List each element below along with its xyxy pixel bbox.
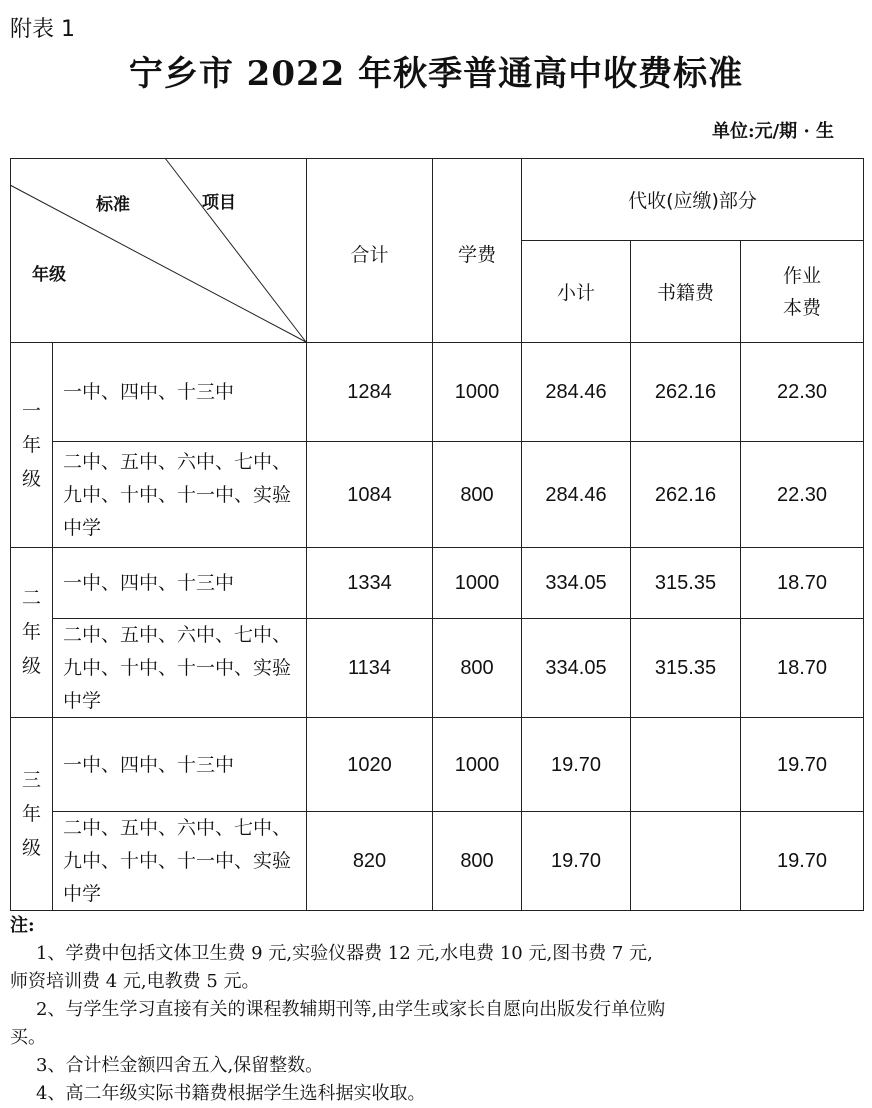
school-list-line: 一中、四中、十三中 <box>63 381 235 403</box>
grade-label-char: 二 <box>21 587 41 609</box>
cell-workbook: 19.70 <box>776 850 828 872</box>
diagonal-header <box>10 158 307 343</box>
cell-total: 1020 <box>347 753 392 776</box>
notes-label: 注: <box>10 915 35 936</box>
cell-tuition: 800 <box>460 657 494 679</box>
cell-workbook: 18.70 <box>776 572 828 594</box>
header-subtotal: 小计 <box>556 282 595 304</box>
school-list-line: 二中、五中、六中、七中、 <box>63 817 292 839</box>
cell-total: 820 <box>352 850 387 872</box>
cell-books: 262.16 <box>654 483 717 506</box>
header-workbook-line2: 本费 <box>782 296 821 319</box>
grade-label-char: 级 <box>21 836 41 859</box>
grade-label-char: 级 <box>21 655 41 677</box>
school-list-line: 中学 <box>63 883 102 905</box>
header-workbook-line1: 作业 <box>782 264 821 287</box>
header-book-fee: 书籍费 <box>656 282 714 304</box>
cell-books <box>631 812 740 911</box>
header-total: 合计 <box>350 243 389 266</box>
cell-total: 1134 <box>347 657 391 679</box>
note-item-1: 1、学费中包括文体卫生费 9 元,实验仪器费 12 元,水电费 10 元,图书费 7 元, <box>36 943 653 964</box>
cell-tuition: 1000 <box>454 572 500 594</box>
page-title: 宁乡市 2022 年秋季普通高中收费标准 <box>128 54 744 94</box>
cell-subtotal: 19.70 <box>550 850 602 872</box>
notes-section <box>10 912 862 1108</box>
school-list-line: 一中、四中、十三中 <box>63 572 235 594</box>
header-collected: 代收(应缴)部分 <box>628 189 757 212</box>
cell-total: 1284 <box>347 381 392 403</box>
note-item-2-continuation: 买。 <box>10 1027 46 1048</box>
school-list-line: 中学 <box>63 690 102 712</box>
school-list-lines <box>63 812 291 911</box>
note-item-1-continuation: 师资培训费 4 元,电教费 5 元。 <box>10 971 260 992</box>
cell-workbook: 22.30 <box>776 483 828 506</box>
cell-tuition: 800 <box>460 483 494 506</box>
note-item-4: 4、高二年级实际书籍费根据学生选科据实收取。 <box>36 1083 426 1104</box>
header-tuition: 学费 <box>457 243 496 266</box>
appendix-label: 附表 1 <box>10 17 75 42</box>
cell-books <box>631 718 740 812</box>
school-list-line: 九中、十中、十一中、实验 <box>63 483 292 506</box>
grade-label-char: 年 <box>21 621 41 643</box>
diag-grade-label: 年级 <box>32 265 66 285</box>
grade-label-char: 三 <box>21 768 41 791</box>
cell-subtotal: 19.70 <box>550 753 602 776</box>
cell-workbook: 18.70 <box>776 657 828 679</box>
school-list-line: 二中、五中、六中、七中、 <box>63 624 292 646</box>
school-list <box>53 442 306 548</box>
cell-tuition: 1000 <box>454 381 500 403</box>
grade-label <box>11 717 52 910</box>
school-list-lines <box>63 619 291 718</box>
cell-books: 262.16 <box>654 381 717 403</box>
cell-tuition: 1000 <box>454 753 500 776</box>
note-item-3: 3、合计栏金额四舍五入,保留整数。 <box>36 1055 324 1076</box>
school-list-lines <box>63 376 234 409</box>
cell-total: 1084 <box>347 483 392 506</box>
school-list <box>53 619 306 718</box>
fee-table <box>10 158 864 911</box>
cell-subtotal: 334.05 <box>545 572 607 594</box>
school-list <box>53 548 306 619</box>
cell-books: 315.35 <box>654 657 717 679</box>
school-list-line: 九中、十中、十一中、实验 <box>63 657 292 679</box>
school-list <box>53 718 306 812</box>
cell-subtotal: 334.05 <box>545 657 607 679</box>
grade-label <box>11 342 52 547</box>
cell-workbook: 22.30 <box>776 381 828 403</box>
grade-label-char: 一 <box>21 399 41 422</box>
school-list-line: 一中、四中、十三中 <box>63 753 235 776</box>
unit-label: 单位:元/期 · 生 <box>711 121 834 142</box>
cell-subtotal: 284.46 <box>545 483 607 506</box>
cell-workbook: 19.70 <box>776 753 828 776</box>
table-border-right <box>863 158 864 911</box>
grade-label-char: 年 <box>21 433 41 456</box>
school-list <box>53 812 306 911</box>
header-workbook-fee <box>741 241 863 342</box>
diag-standard-label: 标准 <box>96 195 130 215</box>
cell-total: 1334 <box>347 572 392 594</box>
cell-tuition: 800 <box>460 850 494 872</box>
note-item-2: 2、与学生学习直接有关的课程教辅期刊等,由学生或家长自愿向出版发行单位购 <box>36 999 666 1020</box>
grade-label-char: 级 <box>21 467 41 490</box>
school-list <box>53 343 306 442</box>
diag-item-label: 项目 <box>202 193 236 213</box>
grade-label-char: 年 <box>21 802 41 825</box>
cell-subtotal: 284.46 <box>545 381 607 403</box>
cell-books: 315.35 <box>654 572 717 594</box>
school-list-lines <box>63 567 234 600</box>
school-list-line: 二中、五中、六中、七中、 <box>63 450 292 473</box>
school-list-lines <box>63 749 234 782</box>
school-list-line: 九中、十中、十一中、实验 <box>63 850 292 872</box>
grade-label <box>11 547 52 717</box>
school-list-lines <box>63 446 291 545</box>
school-list-line: 中学 <box>63 516 102 539</box>
